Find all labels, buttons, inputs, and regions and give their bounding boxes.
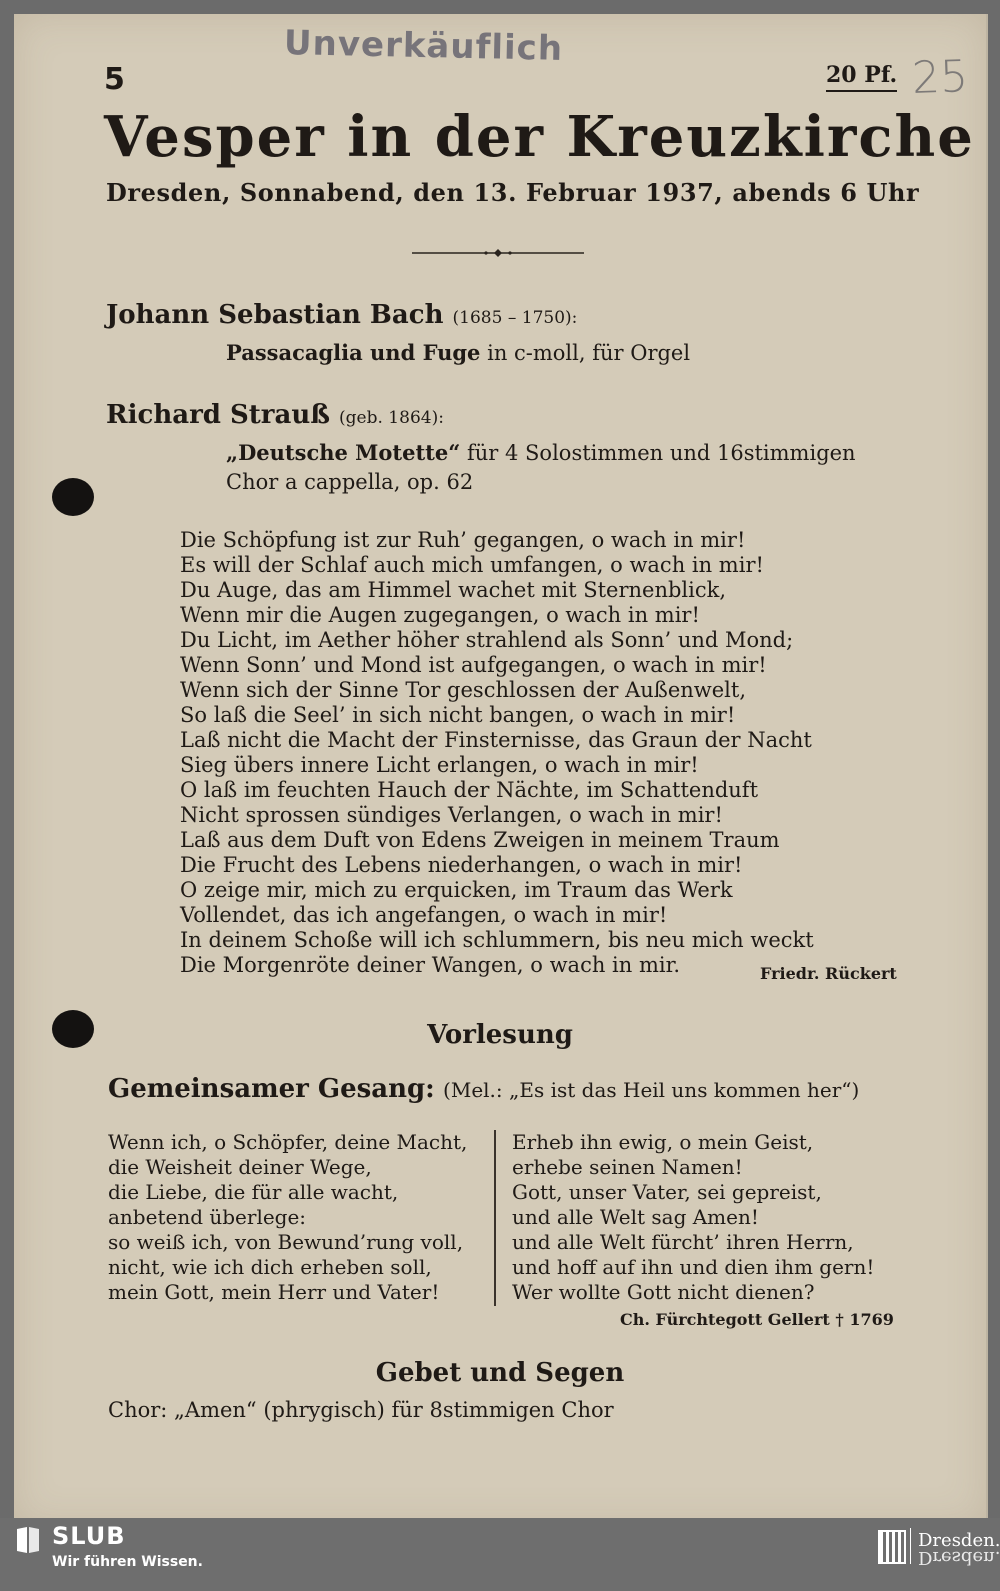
hymn-line: nicht, wie ich dich erheben soll,: [108, 1255, 432, 1279]
footer-separator: [910, 1528, 911, 1564]
composer-dates: (1685 – 1750):: [452, 308, 578, 328]
work-bach: [226, 340, 690, 365]
ornament-divider: [412, 246, 584, 260]
reading-heading: Vorlesung: [427, 1020, 573, 1050]
poem-line: Die Schöpfung ist zur Ruh’ gegangen, o wach in mir!: [180, 528, 746, 552]
hymn-line: anbetend überlege:: [108, 1205, 307, 1229]
hymn-line: Wenn ich, o Schöpfer, deine Macht,: [108, 1130, 468, 1154]
hymn-line: erhebe seinen Namen!: [512, 1155, 743, 1179]
poem-line: Laß aus dem Duft von Edens Zweigen in meinem Traum: [180, 828, 780, 852]
work-details: in c-moll, für Orgel: [480, 341, 691, 365]
event-date-line: Dresden, Sonnabend, den 13. Februar 1937, abends 6 Uhr: [106, 178, 920, 207]
work-strauss: [226, 440, 856, 465]
hymn-line: Wer wollte Gott nicht dienen?: [512, 1280, 815, 1304]
poem-line: Wenn sich der Sinne Tor geschlossen der Außenwelt,: [180, 678, 747, 702]
poem-line: Nicht sprossen sündiges Verlangen, o wach in mir!: [180, 803, 723, 827]
composer-bach: [106, 300, 577, 330]
hymn-line: und alle Welt sag Amen!: [512, 1205, 759, 1229]
work-title: „Deutsche Motette“: [226, 440, 461, 465]
hymn-line: so weiß ich, von Bewund’rung voll,: [108, 1230, 464, 1254]
poem-line: O laß im feuchten Hauch der Nächte, im Schattenduft: [180, 778, 759, 802]
work-strauss-line2: Chor a cappella, op. 62: [226, 470, 474, 494]
closing-heading: Gebet und Segen: [375, 1358, 625, 1388]
hymn-author: Ch. Fürchtegott Gellert † 1769: [620, 1310, 894, 1329]
poem-line: Du Auge, das am Himmel wachet mit Sternenblick,: [180, 578, 727, 602]
unverkaeuflich-stamp: Unverkäuflich: [283, 23, 564, 69]
dresden-wordmark-reflection: Dresden.: [918, 1547, 1000, 1568]
hymn-line: und hoff auf ihn und dien ihm gern!: [512, 1255, 875, 1279]
slub-logo-icon: [14, 1524, 42, 1556]
slub-name: SLUB: [52, 1522, 126, 1550]
hymn-line: Gott, unser Vater, sei gepreist,: [512, 1180, 822, 1204]
slub-tagline: Wir führen Wissen.: [52, 1554, 203, 1570]
work-details: für 4 Solostimmen und 16stimmigen: [460, 441, 856, 465]
hymn-verse-left: [108, 1130, 467, 1305]
hymn-verse-right: [512, 1130, 874, 1305]
poem-line: Die Frucht des Lebens niederhangen, o wach in mir!: [180, 853, 743, 877]
composer-name: Johann Sebastian Bach: [106, 300, 444, 330]
hymn-melody: (Mel.: „Es ist das Heil uns kommen her“): [443, 1078, 860, 1102]
hymn-line: die Liebe, die für alle wacht,: [108, 1180, 399, 1204]
composer-dates: (geb. 1864):: [339, 408, 444, 428]
hymn-line: mein Gott, mein Herr und Vater!: [108, 1280, 440, 1304]
price-label: 20 Pf.: [826, 62, 897, 92]
poem-line: Sieg übers innere Licht erlangen, o wach in mir!: [180, 753, 699, 777]
closing-choir-line: Chor: „Amen“ (phrygisch) für 8stimmigen Chor: [108, 1398, 614, 1422]
poem-line: Wenn Sonn’ und Mond ist aufgegangen, o wach in mir!: [180, 653, 767, 677]
hymn-heading: Gemeinsamer Gesang:: [108, 1074, 435, 1104]
program-number: 5: [104, 62, 125, 97]
dresden-wordmark: Dresden.: [918, 1530, 1000, 1551]
poem-line: Die Morgenröte deiner Wangen, o wach in mir.: [180, 953, 680, 977]
motet-poem: [180, 528, 814, 978]
poem-line: Es will der Schlaf auch mich umfangen, o wach in mir!: [180, 553, 764, 577]
poem-author: Friedr. Rückert: [760, 964, 897, 983]
page-title: Vesper in der Kreuzkirche: [104, 104, 975, 170]
hymn-line: die Weisheit deiner Wege,: [108, 1155, 372, 1179]
poem-line: Laß nicht die Macht der Finsternisse, das Graun der Nacht: [180, 728, 812, 752]
poem-line: O zeige mir, mich zu erquicken, im Traum das Werk: [180, 878, 733, 902]
hymn-line: und alle Welt fürcht’ ihren Herrn,: [512, 1230, 854, 1254]
composer-name: Richard Strauß: [106, 400, 330, 430]
poem-line: In deinem Schoße will ich schlummern, bis neu mich weckt: [180, 928, 814, 952]
composer-strauss: [106, 400, 444, 430]
hymn-heading-line: [108, 1074, 859, 1104]
hymn-line: Erheb ihn ewig, o mein Geist,: [512, 1130, 814, 1154]
pencil-note: 25: [911, 51, 969, 104]
dresden-crest-icon: [878, 1530, 906, 1564]
work-title: Passacaglia und Fuge: [226, 340, 481, 365]
poem-line: So laß die Seel’ in sich nicht bangen, o wach in mir!: [180, 703, 736, 727]
poem-line: Vollendet, das ich angefangen, o wach in mir!: [180, 903, 668, 927]
poem-line: Du Licht, im Aether höher strahlend als Sonn’ und Mond;: [180, 628, 794, 652]
column-divider: [494, 1130, 496, 1306]
poem-line: Wenn mir die Augen zugegangen, o wach in mir!: [180, 603, 700, 627]
punch-hole: [52, 478, 94, 516]
